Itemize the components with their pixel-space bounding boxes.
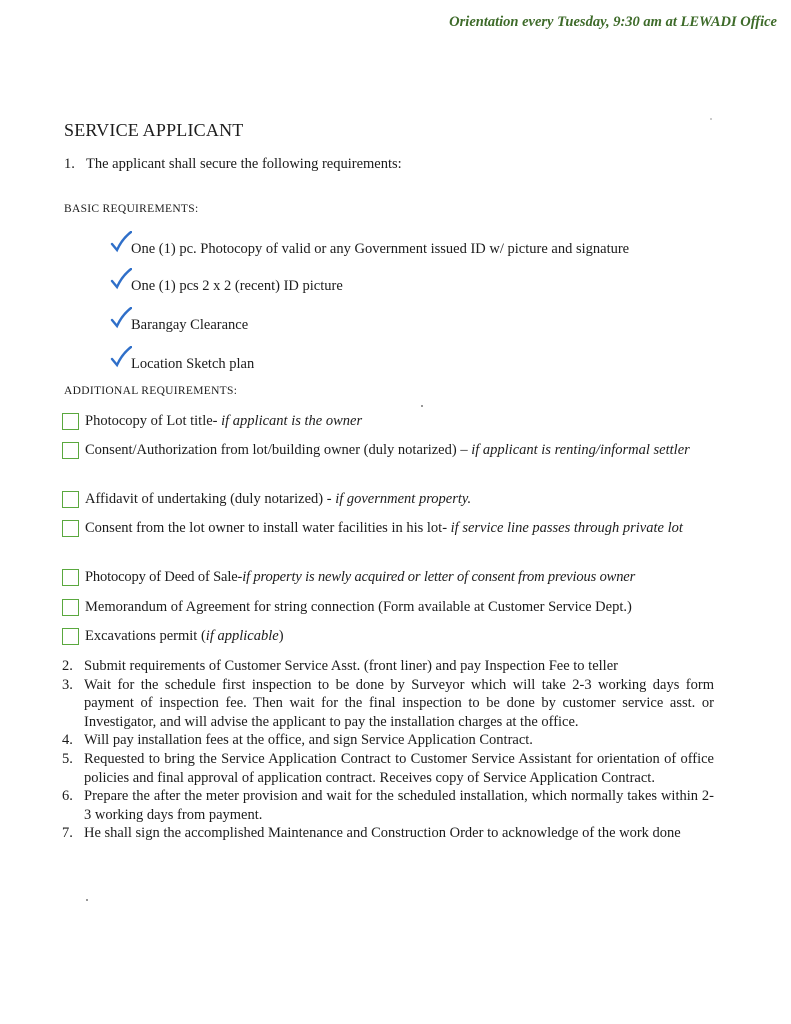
step-item <box>62 787 714 824</box>
basic-item-label: One (1) pc. Photocopy of valid or any Government issued ID w/ picture and signature <box>131 241 630 257</box>
step-number: 7. <box>62 825 73 842</box>
step-text: Submit requirements of Customer Service Asst. (front liner) and pay Inspection Fee to teller <box>84 658 618 674</box>
checkmark-icon <box>110 346 132 368</box>
additional-item-text: Photocopy of Lot title- <box>85 413 218 429</box>
additional-requirements-heading: ADDITIONAL REQUIREMENTS: <box>64 385 238 397</box>
additional-item <box>62 412 717 431</box>
additional-item-condition: if government property. <box>335 491 472 507</box>
basic-item <box>110 278 343 295</box>
additional-item <box>62 627 717 646</box>
additional-item <box>62 598 717 617</box>
scan-speck <box>86 899 88 901</box>
step-text: Wait for the schedule first inspection to be done by Surveyor which will take 2-3 working days form payment of inspection fee. Then wait for the final inspection to be done by customer service asst. or Investigator, and will advise the applicant to pay the installation charges at the office. <box>84 676 714 730</box>
basic-item <box>110 317 248 334</box>
checkbox-icon <box>62 569 79 586</box>
additional-item-condition: if applicable <box>205 628 279 644</box>
additional-item <box>62 568 717 587</box>
additional-item-text: Affidavit of undertaking (duly notarized) - <box>85 491 332 507</box>
additional-item-text: Memorandum of Agreement for string connection (Form available at Customer Service Dept.) <box>85 599 632 615</box>
checkbox-icon <box>62 442 79 459</box>
additional-item-text: Consent from the lot owner to install water facilities in his lot- <box>85 520 448 536</box>
basic-requirements-heading: BASIC REQUIREMENTS: <box>64 203 199 215</box>
basic-item <box>110 356 254 373</box>
scan-speck <box>710 118 712 120</box>
checkbox-icon <box>62 599 79 616</box>
step-number: 5. <box>62 750 73 767</box>
step-text: Prepare the after the meter provision and wait for the scheduled installation, which normally takes within 2-3 working days from payment. <box>84 788 714 823</box>
checkmark-icon <box>110 268 132 290</box>
checkmark-icon <box>110 307 132 329</box>
checkbox-icon <box>62 628 79 645</box>
intro-number: 1. <box>64 156 75 172</box>
section-title: SERVICE APPLICANT <box>64 120 244 140</box>
additional-item-condition: if applicant is renting/informal settler <box>471 442 690 458</box>
step-number: 4. <box>62 732 73 749</box>
step-item <box>62 824 714 843</box>
procedure-steps <box>62 657 714 843</box>
scan-speck <box>421 405 423 407</box>
additional-item <box>62 441 717 460</box>
step-item <box>62 750 714 787</box>
step-number: 6. <box>62 788 73 805</box>
step-number: 3. <box>62 676 73 693</box>
step-text: Will pay installation fees at the office, and sign Service Application Contract. <box>84 732 533 749</box>
intro-line <box>64 156 402 173</box>
checkbox-icon <box>62 413 79 430</box>
step-text: Requested to bring the Service Application Contract to Customer Service Assistant for orientation of office policies and final approval of application contract. Receives copy of Service Application Contract. <box>84 750 714 786</box>
checkmark-icon <box>110 231 132 253</box>
checkbox-icon <box>62 520 79 537</box>
intro-text: The applicant shall secure the following requirements: <box>86 156 402 172</box>
step-number: 2. <box>62 658 73 674</box>
additional-item-suffix: ) <box>278 628 284 644</box>
additional-item-condition: if service line passes through private lot <box>450 520 683 536</box>
additional-item-condition: if applicant is the owner <box>221 413 363 429</box>
step-item <box>62 657 714 676</box>
additional-item <box>62 519 717 538</box>
step-item <box>62 731 714 750</box>
additional-item-text: Excavations permit ( <box>85 628 206 644</box>
additional-item-condition: if property is newly acquired or letter of consent from previous owner <box>242 569 636 585</box>
checkbox-icon <box>62 491 79 508</box>
basic-item <box>110 241 629 258</box>
step-item <box>62 676 714 732</box>
orientation-note: Orientation every Tuesday, 9:30 am at LEWADI Office <box>449 14 777 30</box>
basic-item-label: Location Sketch plan <box>131 356 255 372</box>
basic-item-label: Barangay Clearance <box>131 317 249 333</box>
basic-item-label: One (1) pcs 2 x 2 (recent) ID picture <box>131 278 343 294</box>
additional-item-text: Photocopy of Deed of Sale- <box>85 569 243 585</box>
additional-item <box>62 490 717 509</box>
step-text: He shall sign the accomplished Maintenance and Construction Order to acknowledge of the work done <box>84 825 681 842</box>
additional-item-text: Consent/Authorization from lot/building owner (duly notarized) – <box>85 442 468 458</box>
